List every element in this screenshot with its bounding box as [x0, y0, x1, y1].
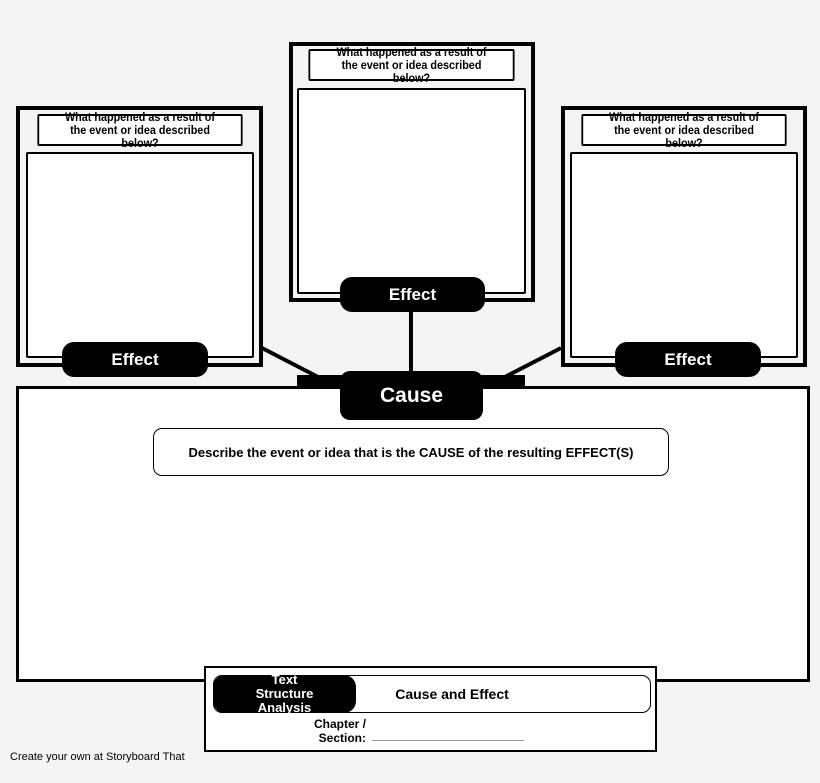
effect-content-middle[interactable] — [297, 88, 526, 294]
effect-content-right[interactable] — [570, 152, 798, 358]
effect-label-left: Effect — [62, 342, 208, 377]
structure-title: Cause and Effect — [395, 686, 509, 702]
chapter-section-label: Chapter / Section: — [313, 717, 366, 745]
text-structure-badge: Text Structure Analysis — [213, 675, 356, 713]
effect-label-right: Effect — [615, 342, 761, 377]
cause-label: Cause — [340, 371, 483, 420]
effect-label-middle: Effect — [340, 277, 485, 312]
question-text: What happened as a result of the event or idea described below? — [64, 109, 216, 150]
credit-text: Create your own at Storyboard That — [10, 751, 185, 763]
effect-content-left[interactable] — [26, 152, 254, 358]
chapter-section-input[interactable] — [372, 740, 524, 741]
cause-prompt: Describe the event or idea that is the CAUSE of the resulting EFFECT(S) — [153, 428, 669, 476]
effect-question-right — [581, 109, 786, 150]
question-text: What happened as a result of the event or idea described below? — [608, 109, 760, 150]
effect-question-left — [37, 109, 242, 150]
question-text: What happened as a result of the event or idea described below? — [336, 44, 487, 85]
effect-question-middle — [308, 44, 514, 85]
